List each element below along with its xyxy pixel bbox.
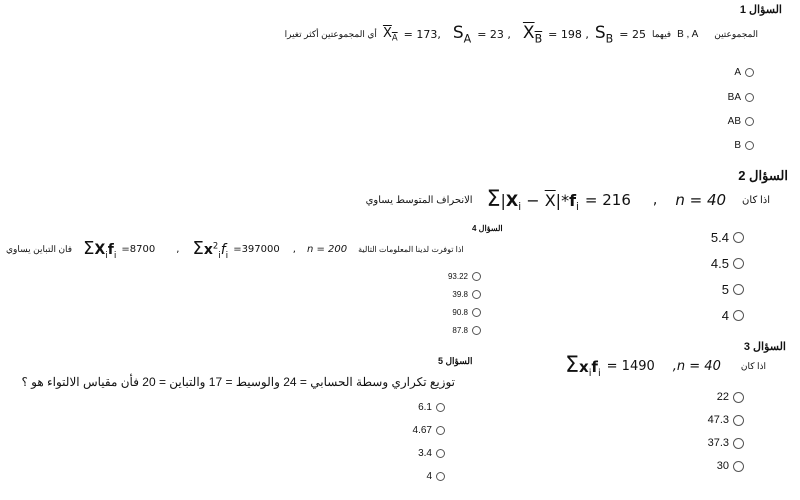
radio-button[interactable] [745, 117, 754, 126]
q4-comma1: , [176, 243, 180, 255]
radio-button[interactable] [472, 272, 481, 281]
option-label: 5 [721, 282, 729, 297]
q4-sum1: $\Sigma x^2_if_i$ [192, 237, 229, 261]
q3-n-expr: ,n = 40 [672, 358, 721, 374]
radio-button[interactable] [733, 438, 744, 449]
q4-suffix: فان التباين يساوي [6, 243, 73, 254]
radio-button[interactable] [472, 308, 481, 317]
option-label: 4.5 [710, 256, 729, 271]
q4-if: اذا توفرت لدينا المعلومات التالية [358, 244, 464, 254]
radio-button[interactable] [745, 68, 754, 77]
q2-n-expr: n = 40 [675, 191, 727, 209]
q4-comma2: , [292, 243, 296, 255]
option-label: 39.8 [452, 290, 468, 299]
q3-option-2[interactable] [708, 414, 744, 426]
q4-sum2: $\Sigma X_if_i$ [83, 237, 117, 261]
option-label: 5.4 [710, 230, 729, 245]
q4-n-expr: n = 200 [306, 243, 348, 255]
q2-if: اذا كان [742, 194, 770, 206]
radio-button[interactable] [733, 310, 744, 321]
q3-title: السؤال 3 [743, 341, 786, 353]
option-label: 4 [721, 308, 729, 323]
q5-question-text: توزيع تكراري وسطة الحسابي = 24 والوسيط = 17 والتباين = 20 فأن مقياس الالتواء هو ؟ [21, 375, 455, 389]
q5-option-3[interactable] [418, 448, 445, 459]
q4-prompt [6, 236, 464, 262]
q4-sum1-value: =397000 [233, 243, 280, 255]
q4-title: السؤال 4 [472, 224, 503, 233]
q1-groups: B , A [677, 28, 699, 40]
q2-title: السؤال 2 [738, 168, 788, 183]
radio-button[interactable] [733, 232, 744, 243]
q2-comma: , [652, 192, 658, 208]
q1-xa-value: = 173, [403, 27, 441, 41]
q3-prompt [565, 352, 766, 380]
radio-button[interactable] [436, 449, 445, 458]
q1-prompt [285, 22, 758, 46]
radio-button[interactable] [436, 426, 445, 435]
q5-title: السؤال 5 [438, 356, 473, 366]
radio-button[interactable] [745, 141, 754, 150]
q3-option-4[interactable] [717, 460, 744, 472]
option-label: 37.3 [707, 437, 729, 449]
option-label: 6.1 [418, 402, 432, 413]
radio-button[interactable] [436, 472, 445, 481]
q2-option-4[interactable] [722, 308, 744, 323]
q1-xb-value: = 198 , [548, 27, 589, 41]
q4-option-4[interactable] [452, 326, 481, 335]
q2-prompt [366, 186, 770, 214]
q2-option-3[interactable] [722, 282, 744, 297]
q1-xb-symbol: $X_B$ [522, 22, 543, 46]
q3-sum: $\Sigma x_if_i$ [565, 353, 601, 379]
q3-option-1[interactable] [717, 391, 744, 403]
q3-if: اذا كان [740, 360, 766, 371]
q1-sa-symbol: $S_A$ [452, 22, 472, 46]
q1-sb-symbol: $S_B$ [594, 22, 614, 46]
q1-suffix: أي المجموعتين أكثر تغيرا [284, 28, 377, 39]
q2-formula: $\Sigma|X_i - \overline{X}|*f_i$ [486, 186, 579, 214]
q1-option-ab[interactable] [728, 116, 754, 127]
q1-sa-value: = 23 , [477, 27, 511, 41]
q2-option-2[interactable] [711, 256, 744, 271]
radio-button[interactable] [472, 290, 481, 299]
q1-in: فيهما [651, 28, 672, 39]
q3-option-3[interactable] [708, 437, 744, 449]
radio-button[interactable] [733, 461, 744, 472]
option-label: 87.8 [452, 326, 468, 335]
q4-option-2[interactable] [452, 290, 481, 299]
q5-option-1[interactable] [418, 402, 445, 413]
radio-button[interactable] [436, 403, 445, 412]
q2-suffix: الانحراف المتوسط يساوي [365, 194, 473, 206]
option-label: 4 [426, 471, 432, 482]
radio-button[interactable] [745, 93, 754, 102]
option-label: AB [727, 116, 741, 127]
q1-sb-value: = 25 [619, 27, 646, 41]
option-label: 3.4 [418, 448, 432, 459]
q1-option-b[interactable] [734, 140, 754, 151]
q5-option-4[interactable] [426, 471, 445, 482]
q4-option-3[interactable] [452, 308, 481, 317]
q1-xa-symbol: $X_A$ [382, 25, 398, 43]
q1-option-ba[interactable] [728, 92, 754, 103]
option-label: 90.8 [452, 308, 468, 317]
q3-sum-value: = 1490 [606, 358, 655, 374]
option-label: A [734, 67, 741, 78]
option-label: BA [727, 92, 741, 103]
option-label: B [734, 140, 741, 151]
radio-button[interactable] [733, 415, 744, 426]
radio-button[interactable] [733, 392, 744, 403]
option-label: 4.67 [412, 425, 432, 436]
q4-sum2-value: =8700 [121, 243, 156, 255]
option-label: 93.22 [447, 272, 468, 281]
q1-prefix: المجموعتين [714, 28, 758, 39]
radio-button[interactable] [733, 284, 744, 295]
q1-title: السؤال 1 [739, 4, 782, 16]
radio-button[interactable] [472, 326, 481, 335]
option-label: 30 [716, 460, 729, 472]
q2-option-1[interactable] [711, 230, 744, 245]
option-label: 47.3 [707, 414, 729, 426]
q5-option-2[interactable] [413, 425, 445, 436]
q4-option-1[interactable] [448, 272, 481, 281]
radio-button[interactable] [733, 258, 744, 269]
option-label: 22 [716, 391, 729, 403]
q2-sum-value: = 216 [584, 191, 631, 209]
q1-option-a[interactable] [734, 67, 754, 78]
